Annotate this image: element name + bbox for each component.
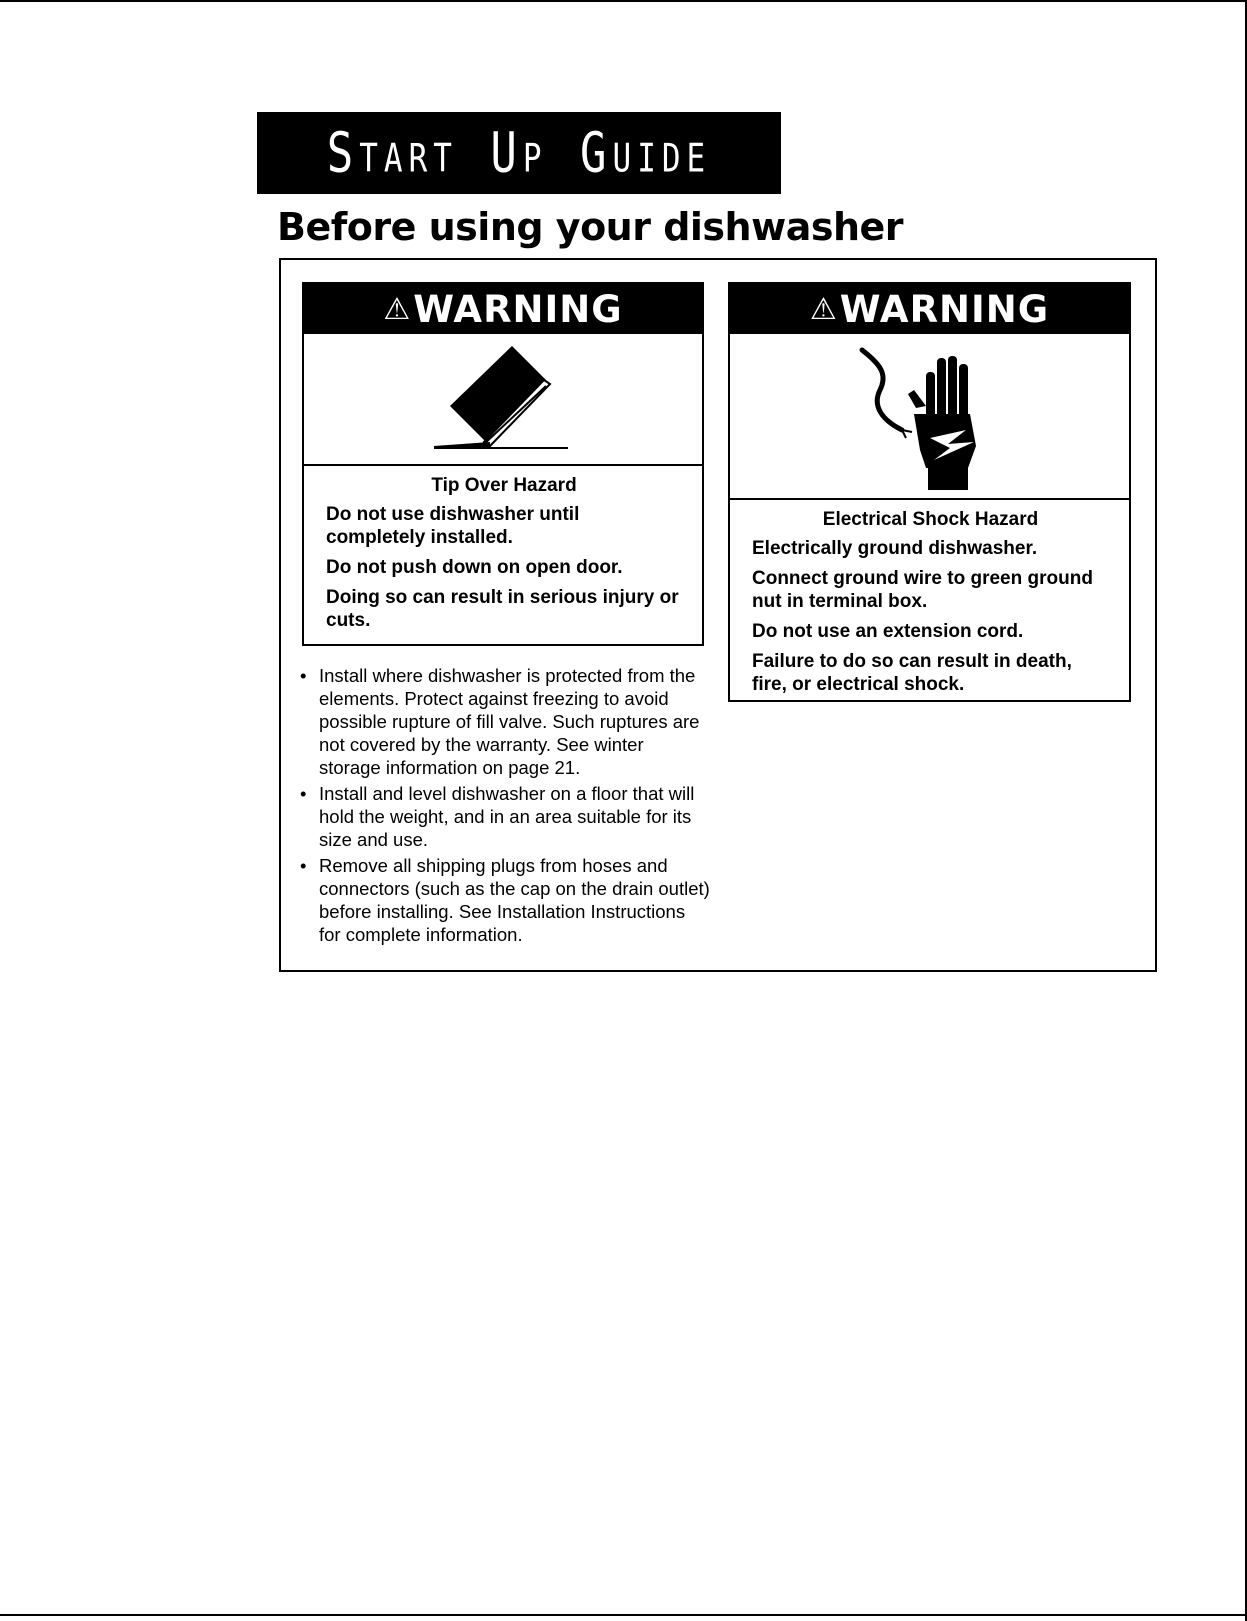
warning-line: Failure to do so can result in death, fire, or electrical shock. [752,651,1072,695]
warning-line: Connect ground wire to green ground nut in terminal box. [752,568,1093,612]
hazard-title: Electrical Shock Hazard [822,509,1039,530]
electrical-shock-hazard-icon [730,334,1129,498]
electrical-shock-pictogram-area [730,334,1129,500]
section-banner [257,112,781,194]
warning-header [304,284,702,334]
warning-heading: WARNING [839,287,1050,331]
section-banner-text: Start Up Guide [326,121,712,185]
warning-line: Do not push down on open door. [326,557,623,578]
warning-line: Do not use dishwasher until completely installed. [326,504,580,548]
page-title: Before using your dishwasher [277,205,904,249]
page-border-top [0,0,1247,2]
list-item: • Install where dishwasher is protected from the elements. Protect against freezing to avoid possible rupture of fill valve. Such ruptures are not covered by the warranty. See winter storage information on page 21. [300,664,710,779]
warning-line: Do not use an extension cord. [752,621,1024,642]
electrical-shock-warning-text [730,500,1129,696]
warning-line: Electrically ground dishwasher. [752,538,1038,559]
warning-heading: WARNING [413,287,623,331]
warning-header [730,284,1129,334]
tip-over-warning-box [302,282,704,646]
tip-over-warning-text [304,466,702,632]
warning-triangle-icon: ⚠ [383,291,412,327]
page-border-bottom [0,1614,1247,1616]
hazard-title: Tip Over Hazard [431,475,577,496]
installation-notes-list [300,664,710,949]
electrical-shock-warning-box [728,282,1131,702]
tip-over-pictogram-area [304,334,702,466]
warning-triangle-icon: ⚠ [809,291,838,327]
list-item: • Install and level dishwasher on a floor that will hold the weight, and in an area suitable for its size and use. [300,782,710,851]
tip-over-hazard-icon [304,334,702,464]
warning-line: Doing so can result in serious injury or cuts. [326,587,679,631]
list-item: • Remove all shipping plugs from hoses and connectors (such as the cap on the drain outlet) before installing. See Installation Instructions for complete information. [300,854,710,946]
